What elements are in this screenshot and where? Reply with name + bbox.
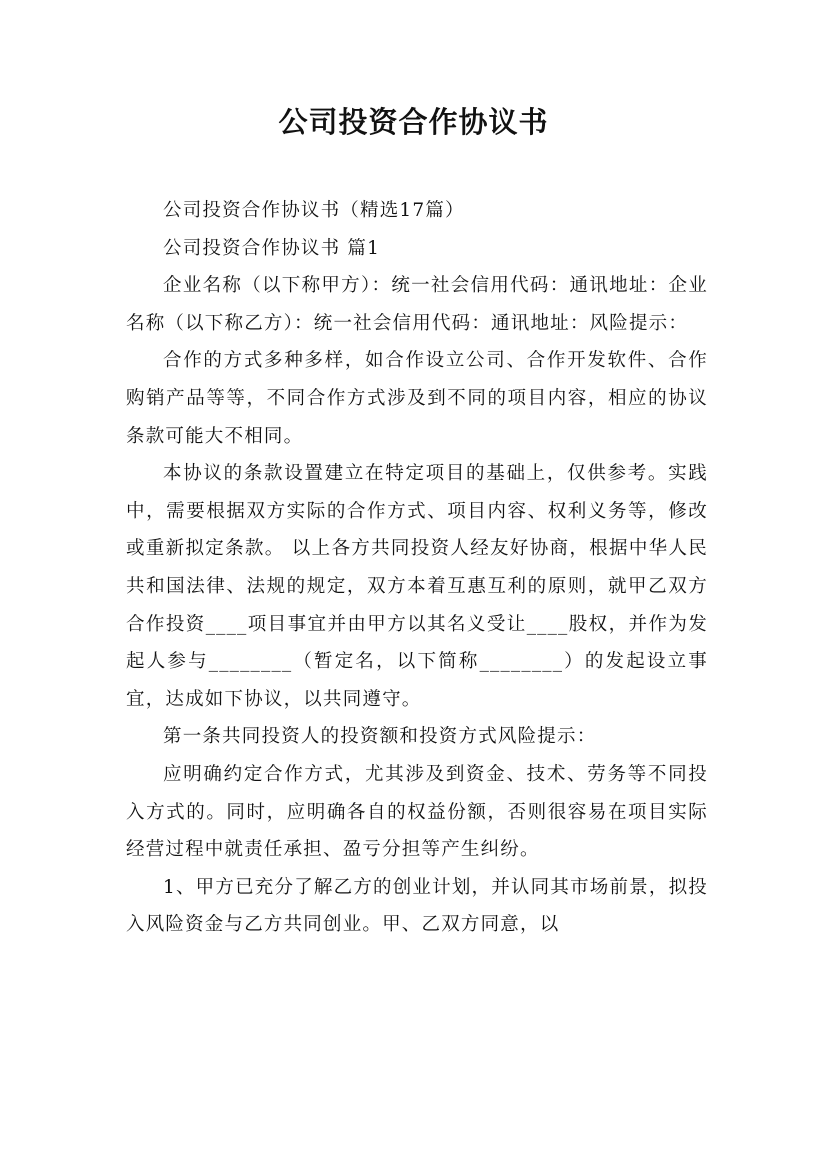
paragraph-risk-note: 应明确约定合作方式，尤其涉及到资金、技术、劳务等不同投入方式的。同时，应明确各自的权益份额，否则很容易在项目实际经营过程中就责任承担、盈亏分担等产生纠纷。 xyxy=(126,763,708,861)
paragraph-cooperation-methods: 合作的方式多种多样，如合作设立公司、合作开发软件、合作购销产品等等，不同合作方式涉及到不同的项目内容，相应的协议条款可能大不相同。 xyxy=(126,350,708,447)
paragraph-parties: 企业名称（以下称甲方）：统一社会信用代码：通讯地址：企业名称（以下称乙方）：统一社会信用代码：通讯地址：风险提示： xyxy=(126,275,708,334)
document-body xyxy=(126,192,708,944)
paragraph-subtitle: 公司投资合作协议书（精选17篇） xyxy=(163,200,465,221)
paragraph-clause-one: 1、甲方已充分了解乙方的创业计划，并认同其市场前景，拟投入风险资金与乙方共同创业。甲、乙双方同意，以 xyxy=(126,876,708,936)
paragraph-article-one-heading: 第一条共同投资人的投资额和投资方式风险提示： xyxy=(163,726,597,748)
paragraph-agreement-preamble: 本协议的条款设置建立在特定项目的基础上，仅供参考。实践中，需要根据双方实际的合作方式、项目内容、权利义务等，修改或重新拟定条款。 以上各方共同投资人经友好协商，根据中华人民共和国法律、法规的规定，双方本着互惠互利的原则，就甲乙双方合作投资____项目事宜并由甲方以其名义受让____股权，并作为发起人参与________（暂定名，以下简称________）的发起设立事宜，达成如下协议，以共同遵守。 xyxy=(126,463,708,710)
document-title: 公司投资合作协议书 xyxy=(278,105,549,139)
paragraph-section-heading: 公司投资合作协议书 篇1 xyxy=(163,237,381,259)
